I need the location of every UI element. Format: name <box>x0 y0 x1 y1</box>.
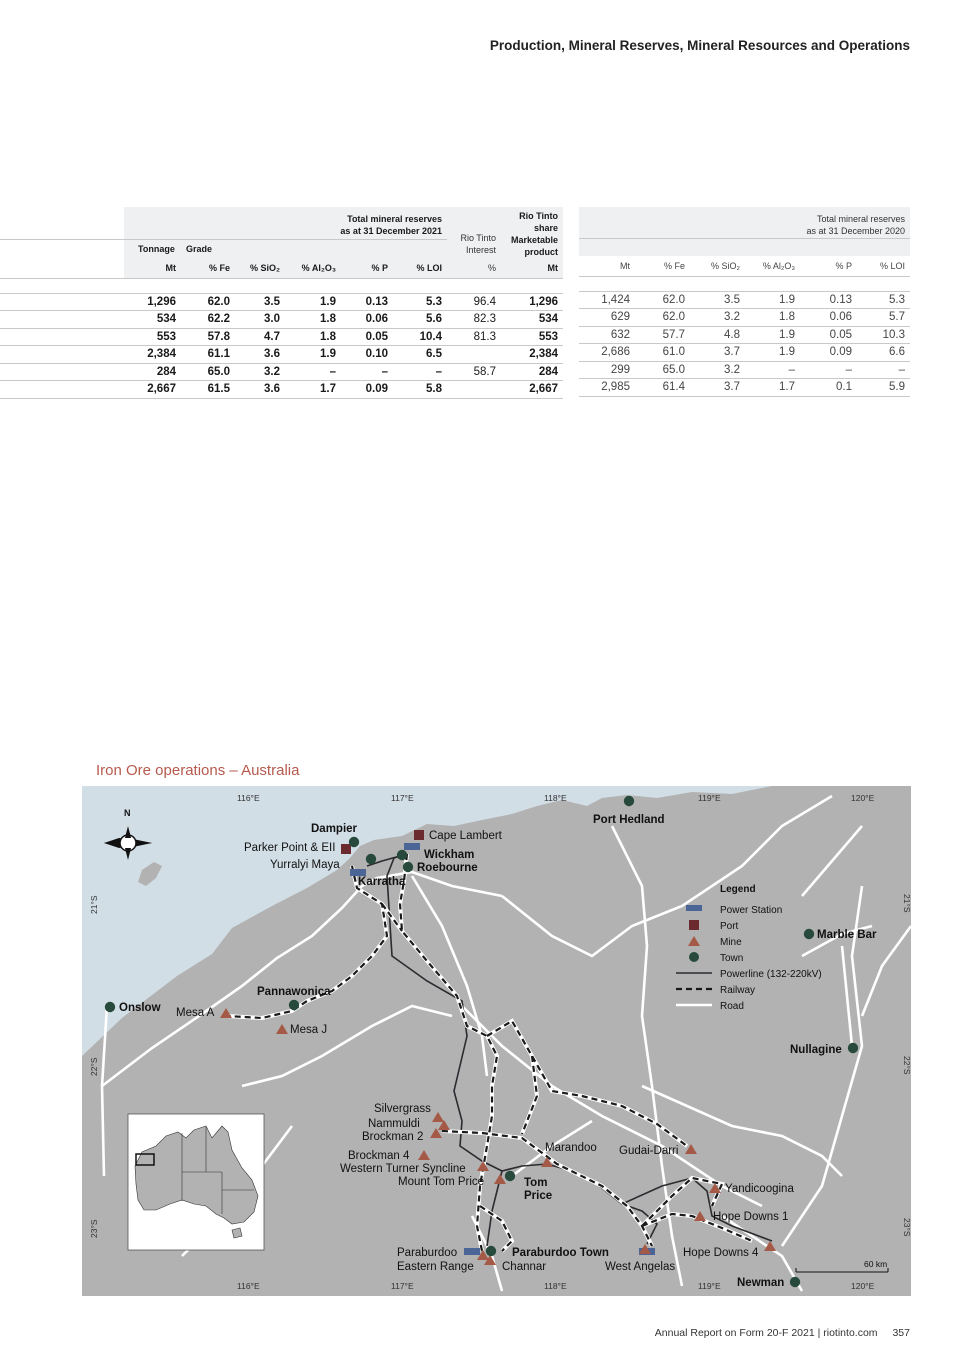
power-station-marker <box>464 1248 480 1255</box>
label-western-turner: Western Turner Syncline <box>340 1163 466 1175</box>
footer-site: riotinto.com <box>823 1327 878 1339</box>
label-parker-point: Parker Point & EII <box>244 842 336 854</box>
legend-mine: Mine <box>720 937 742 948</box>
group-title-2020-line1: Total mineral reserves <box>816 214 905 224</box>
label-karratha: Karratha <box>358 876 406 888</box>
unit-cell: % P <box>341 258 393 278</box>
label-dampier: Dampier <box>311 823 358 835</box>
unit-cell: % SiO₂ <box>690 256 745 276</box>
page-number: 357 <box>892 1327 910 1339</box>
lon-label-top: 119°E <box>698 793 721 803</box>
lon-label-bottom: 119°E <box>698 1281 721 1291</box>
lon-label-bottom: 120°E <box>851 1281 875 1291</box>
grade-label: Grade <box>181 239 235 258</box>
unit-cell: % Fe <box>635 256 690 276</box>
lat-label-left: 22°S <box>89 1057 99 1076</box>
power-station-marker <box>404 843 420 850</box>
label-pannawonica: Pannawonica <box>257 986 331 998</box>
interest-label-line2: Interest <box>465 245 496 255</box>
town-marker <box>848 1043 858 1053</box>
scale-label: 60 km <box>864 1259 888 1269</box>
share-label-line2: share <box>533 223 558 233</box>
table-row: 1,296 62.0 3.5 1.9 0.13 5.3 96.4 1,296 <box>0 293 563 311</box>
table-row: 629 62.0 3.2 1.8 0.06 5.7 <box>579 309 910 327</box>
town-marker <box>505 1171 515 1181</box>
legend-port: Port <box>720 921 739 932</box>
footer-report: Annual Report on Form 20-F 2021 <box>654 1327 815 1339</box>
table-row: 632 57.7 4.8 1.9 0.05 10.3 <box>579 326 910 344</box>
unit-cell: % LOI <box>857 256 910 276</box>
lat-label-right: 22°S <box>902 1056 911 1075</box>
table-row: 553 57.8 4.7 1.8 0.05 10.4 81.3 553 <box>0 328 563 346</box>
legend-town: Town <box>720 953 744 964</box>
table-row: 284 65.0 3.2 – – – 58.7 284 <box>0 363 563 381</box>
interest-label-line1: Rio Tinto <box>460 233 496 243</box>
reserves-table-2020 <box>579 207 910 397</box>
town-marker <box>486 1246 496 1256</box>
label-paraburdoo: Paraburdoo <box>397 1247 458 1259</box>
table-row: 2,384 61.1 3.6 1.9 0.10 6.5 2,384 <box>0 346 563 364</box>
lon-label-bottom: 116°E <box>237 1281 260 1291</box>
label-newman: Newman <box>737 1277 785 1289</box>
label-paraburdoo-town: Paraburdoo Town <box>512 1247 609 1259</box>
legend-town-marker <box>689 952 699 962</box>
unit-cell: % Fe <box>181 258 235 278</box>
label-nammuldi: Nammuldi <box>368 1118 420 1130</box>
label-yurralyi-maya: Yurralyi Maya <box>270 859 340 871</box>
label-mesa-j: Mesa J <box>290 1024 328 1036</box>
lon-label-top: 117°E <box>391 793 414 803</box>
label-channar: Channar <box>502 1261 547 1273</box>
label-gudai-darri: Gudai-Darri <box>619 1145 679 1157</box>
label-brockman2: Brockman 2 <box>362 1131 424 1143</box>
unit-cell: % LOI <box>393 258 447 278</box>
group-title-2021-line2: as at 31 December 2021 <box>340 226 442 236</box>
label-hope-downs-4: Hope Downs 4 <box>683 1247 759 1259</box>
unit-cell: Mt <box>579 256 635 276</box>
label-mount-tom-price: Mount Tom Price <box>398 1176 485 1188</box>
unit-cell: % Al₂O₃ <box>745 256 800 276</box>
table-row: 1,424 62.0 3.5 1.9 0.13 5.3 <box>579 291 910 309</box>
lat-label-right: 23°S <box>902 1218 911 1237</box>
legend-powerline: Powerline (132-220kV) <box>720 969 822 980</box>
label-silvergrass: Silvergrass <box>374 1103 431 1115</box>
iron-ore-map <box>82 786 911 1296</box>
group-title-2021-line1: Total mineral reserves <box>347 214 442 224</box>
table-row: 2,667 61.5 3.6 1.7 0.09 5.8 2,667 <box>0 381 563 399</box>
lon-label-top: 116°E <box>237 793 260 803</box>
legend-power-marker <box>686 905 702 911</box>
legend-power-station: Power Station <box>720 905 783 916</box>
lon-label-bottom: 117°E <box>391 1281 414 1291</box>
table-row: 534 62.2 3.0 1.8 0.06 5.6 82.3 534 <box>0 311 563 329</box>
tonnage-label: Tonnage <box>124 239 181 258</box>
table-row: 2,985 61.4 3.7 1.7 0.1 5.9 <box>579 379 910 397</box>
share-label-line1: Rio Tinto <box>519 211 558 221</box>
lon-label-top: 120°E <box>851 793 875 803</box>
lon-label-bottom: 118°E <box>544 1281 567 1291</box>
group-title-2020-line2: as at 31 December 2020 <box>806 226 905 236</box>
label-yandicoogina: Yandicoogina <box>725 1183 794 1195</box>
unit-cell: Mt <box>501 258 563 278</box>
power-station-marker <box>350 869 366 876</box>
unit-cell: % SiO₂ <box>235 258 285 278</box>
lat-label-left: 21°S <box>89 895 99 914</box>
legend-railway: Railway <box>720 985 756 996</box>
share-label-line4: product <box>524 247 558 257</box>
town-marker <box>804 929 814 939</box>
label-wickham: Wickham <box>424 849 475 861</box>
unit-cell: % <box>447 258 501 278</box>
label-marble-bar: Marble Bar <box>817 929 877 941</box>
label-brockman4: Brockman 4 <box>348 1150 410 1162</box>
town-marker <box>624 796 634 806</box>
unit-cell: % P <box>800 256 857 276</box>
page-footer <box>655 1327 910 1339</box>
town-marker <box>366 854 376 864</box>
label-nullagine: Nullagine <box>790 1044 842 1056</box>
lon-label-top: 118°E <box>544 793 567 803</box>
legend-port-marker <box>689 920 699 930</box>
port-marker <box>341 844 351 854</box>
map-title: Iron Ore operations – Australia <box>96 762 300 779</box>
town-marker <box>105 1002 115 1012</box>
label-marandoo: Marandoo <box>545 1142 597 1154</box>
town-marker <box>397 850 407 860</box>
share-label-line3: Marketable <box>510 235 558 245</box>
port-marker <box>414 830 424 840</box>
town-marker <box>349 837 359 847</box>
unit-cell: % Al₂O₃ <box>285 258 341 278</box>
table-row: 299 65.0 3.2 – – – <box>579 361 910 379</box>
lat-label-left: 23°S <box>89 1219 99 1238</box>
legend-road: Road <box>720 1001 744 1012</box>
label-west-angelas: West Angelas <box>605 1261 676 1273</box>
label-onslow: Onslow <box>119 1002 161 1014</box>
label-port-hedland: Port Hedland <box>593 814 665 826</box>
label-cape-lambert: Cape Lambert <box>429 830 502 842</box>
footer-separator: | <box>817 1327 821 1339</box>
page-header-title: Production, Mineral Reserves, Mineral Resources and Operations <box>489 38 910 53</box>
label-roebourne: Roebourne <box>417 862 478 874</box>
town-marker <box>289 1000 299 1010</box>
reserves-table-2021 <box>0 207 563 399</box>
units-row-2021 <box>0 258 563 278</box>
unit-cell: Mt <box>124 258 181 278</box>
lat-label-right: 21°S <box>902 894 911 913</box>
label-tom-price-2: Price <box>524 1190 553 1202</box>
label-hope-downs-1: Hope Downs 1 <box>713 1211 789 1223</box>
north-label: N <box>124 808 131 818</box>
label-tom-price-1: Tom <box>524 1177 548 1189</box>
label-mesa-a: Mesa A <box>176 1007 215 1019</box>
australia-inset <box>128 1114 264 1250</box>
units-row-2020 <box>579 256 910 276</box>
legend-title: Legend <box>720 884 756 895</box>
town-marker <box>403 862 413 872</box>
town-marker <box>790 1277 800 1287</box>
table-row: 2,686 61.0 3.7 1.9 0.09 6.6 <box>579 344 910 362</box>
label-eastern-range: Eastern Range <box>397 1261 474 1273</box>
